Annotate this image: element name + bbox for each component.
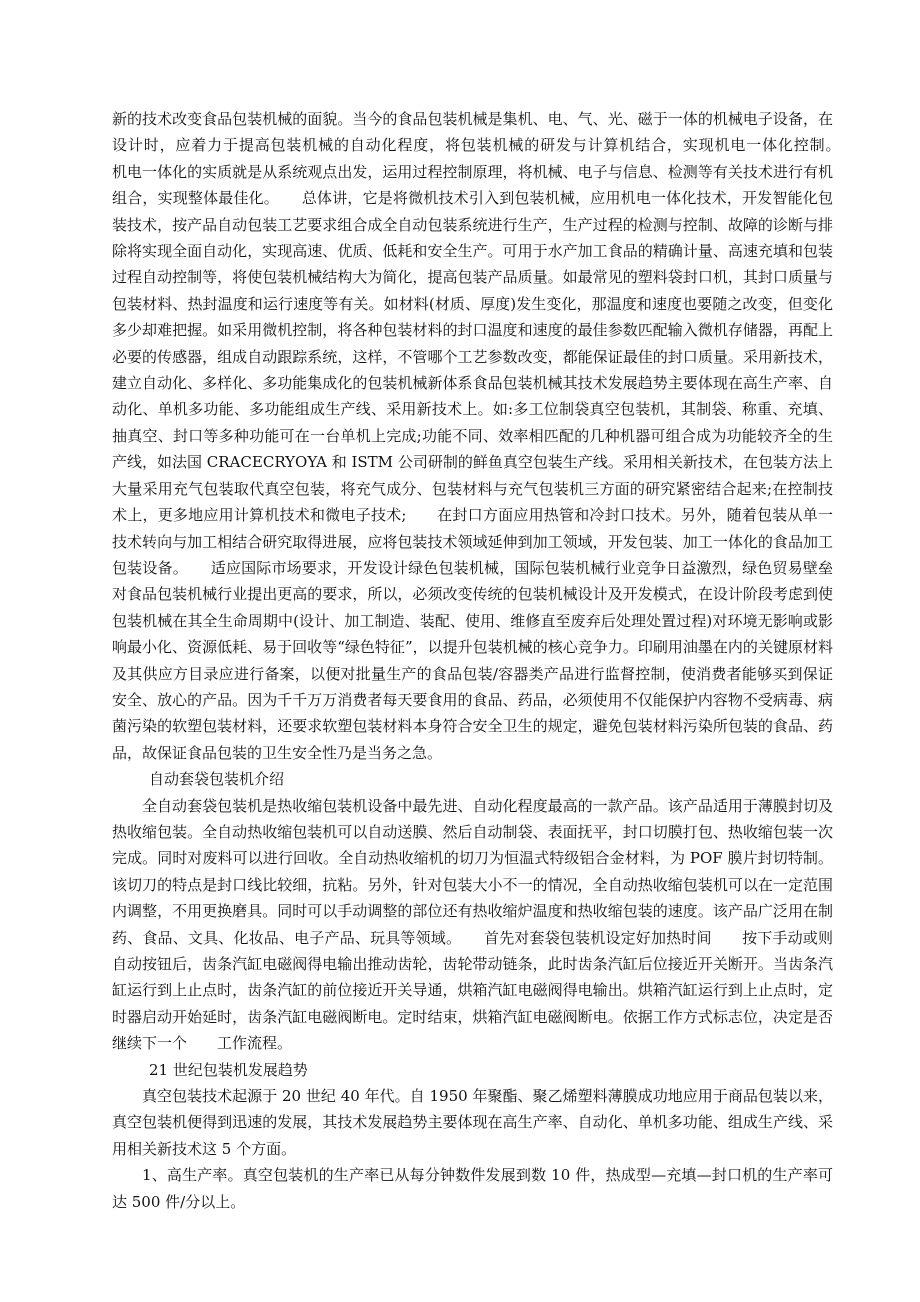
paragraph-intro: 新的技术改变食品包装机械的面貌。当今的食品包装机械是集机、电、气、光、磁于一体的机械电子设备，在设计时，应着力于提高包装机械的自动化程度，将包装机械的研发与计算机结合，实现机电一体化控制。 机电一体化的实质就是从系统观点出发，运用过程控制原理，将机械、电子与信息、检测等有关技术进行有机组合，实现整体最佳化。 总体讲，它是将微机技术引入到包装机械，应用机电一体化技术，开发智能化包装技术，按产品自动包装工艺要求组合成全自动包装系统进行生产，生产过程的检测与控制、故障的诊断与排除将实现全面自动化，实现高速、优质、低耗和安全生产。可用于水产加工食品的精确计量、高速充填和包装过程自动控制等，将使包装机械结构大为简化，提高包装产品质量。如最常见的塑料袋封口机，其封口质量与包装材料、热封温度和运行速度等有关。如材料(材质、厚度)发生变化，那温度和速度也要随之改变，但变化多少却难把握。如采用微机控制，将各种包装材料的封口温度和速度的最佳参数匹配输入微机存储器，再配上必要的传感器，组成自动跟踪系统，这样，不管哪个工艺参数改变，都能保证最佳的封口质量。采用新技术，建立自动化、多样化、多功能集成化的包装机械新体系食品包装机械其技术发展趋势主要体现在高生产率、自动化、单机多功能、多功能组成生产线、采用新技术上。如:多工位制袋真空包装机，其制袋、称重、充填、抽真空、封口等多种功能可在一台单机上完成;功能不同、效率相匹配的几种机器可组合成为功能较齐全的生产线，如法国 CRACECRYOYA 和 ISTM 公司研制的鲜鱼真空包装生产线。采用相关新技术，在包装方法上大量采用充气包装取代真空包装，将充气成分、包装材料与充气包装机三方面的研究紧密结合起来;在控制技术上，更多地应用计算机技术和微电子技术; 在封口方面应用热管和冷封口技术。另外，随着包装从单一技术转向与加工相结合研究取得进展，应将包装技术领域延伸到加工领域，开发包装、加工一体化的食品加工包装设备。 适应国际市场要求，开发设计绿色包装机械，国际包装机械行业竞争日益激烈，绿色贸易壁垒对食品包装机械行业提出更高的要求，所以，必须改变传统的包装机械设计及开发模式，在设计阶段考虑到使包装机械在其全生命周期中(设计、加工制造、装配、使用、维修直至废弃后处理处置过程)对环境无影响或影响最小化、资源低耗、易于回收等“绿色特征”，以提升包装机械的核心竞争力。印刷用油墨在内的关键原材料及其供应方目录应进行备案，以便对批量生产的食品包装/容器类产品进行监督控制，使消费者能够买到保证安全、放心的产品。因为千千万万消费者每天要食用的食品、药品，必须使用不仅能保护内容物不受病毒、病菌污染的软塑包装材料，还要求软塑包装材料本身符合安全卫生的规定，避免包装材料污染所包装的食品、药品，故保证食品包装的卫生安全性乃是当务之急。	[112, 110, 864, 762]
document-page	[112, 106, 864, 1215]
paragraph-auto-bagging: 全自动套袋包装机是热收缩包装机设备中最先进、自动化程度最高的一款产品。该产品适用于薄膜封切及热收缩包装。全自动热收缩包装机可以自动送膜、然后自动制袋、表面抚平，封口切膜打包、热收缩包装一次完成。同时对废料可以进行回收。全自动热收缩机的切刀为恒温式特级铝合金材料，为 POF 膜片封切特制。该切刀的特点是封口线比较细，抗粘。另外，针对包装大小不一的情况，全自动热收缩包装机可以在一定范围内调整，不用更换磨具。同时可以手动调整的部位还有热收缩炉温度和热收缩包装的速度。该产品广泛用在制药、食品、文具、化妆品、电子产品、玩具等领域。 首先对套袋包装机设定好加热时间 按下手动或则自动按钮后，齿条汽缸电磁阀得电输出推动齿轮，齿轮带动链条，此时齿条汽缸后位接近开关断开。当齿条汽缸运行到上止点时，齿条汽缸的前位接近开关导通，烘箱汽缸电磁阀得电输出。烘箱汽缸运行到上止点时，定时器启动开始延时，齿条汽缸电磁阀断电。定时结束，烘箱汽缸电磁阀断电。依据工作方式标志位，决定是否继续下一个 工作流程。	[112, 796, 833, 1053]
paragraph-high-productivity: 1、高生产率。真空包装机的生产率已从每分钟数件发展到数 10 件，热成型—充填—封口机的生产率可达 500 件/分以上。	[112, 1166, 833, 1211]
heading-auto-bagging-machine: 自动套袋包装机介绍	[149, 770, 285, 789]
heading-21st-century-trends: 21 世纪包装机发展趋势	[149, 1060, 308, 1079]
paragraph-vacuum-packaging: 真空包装技术起源于 20 世纪 40 年代。自 1950 年聚酯、聚乙烯塑料薄膜成功地应用于商品包装以来，真空包装机便得到迅速的发展，其技术发展趋势主要体现在高生产率、自动化、单机多功能、组成生产线、采用相关新技术这 5 个方面。	[112, 1087, 833, 1158]
